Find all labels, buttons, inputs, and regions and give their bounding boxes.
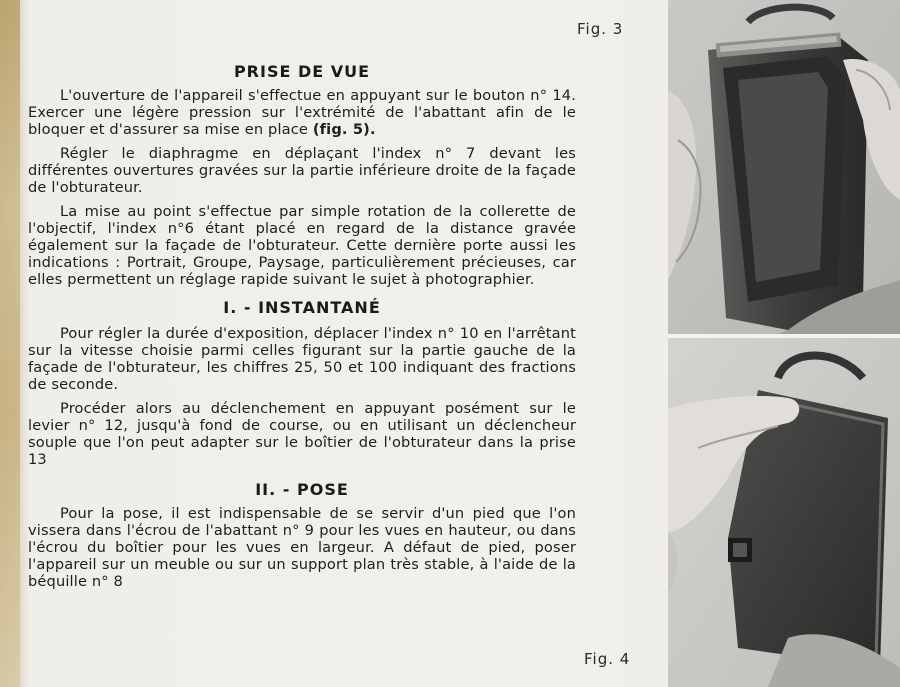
figure-3-label: Fig. 3 [577,20,624,38]
instructions-column [28,58,576,597]
paragraph-release: Procéder alors au déclenchement en appuyant posément sur le levier n° 12, jusqu'à fond de course, ou en utilisant un déclencheur souple que l'on peut adapter sur le boîtier de l'obturateur dans la prise 13 [28,400,576,468]
figure-3-photo [668,0,900,334]
paragraph-opening-text: L'ouverture de l'appareil s'effectue en appuyant sur le bouton n° 14. Exercer une légère pression sur l'extrémité de l'abattant afin de le bloquer et d'assurer sa mise en place [28,87,576,138]
camera-open-back-illustration [668,0,900,334]
heading-instantane: I. - INSTANTANÉ [223,298,381,317]
figure-4-photo [668,338,900,687]
paragraph-opening [28,87,576,138]
paragraph-tripod: Pour la pose, il est indispensable de se servir d'un pied que l'on vissera dans l'écrou de l'abattant n° 9 pour les vues en hauteur, ou dans l'écrou du boîtier pour les vues en largeur. A défaut de pied, poser l'appareil sur un meuble ou sur un support plan très stable, à l'aide de la béquille n° 8 [28,505,576,590]
fig5-reference: (fig. 5). [312,121,376,138]
camera-closed-illustration [668,338,900,687]
paragraph-exposure: Pour régler la durée d'exposition, déplacer l'index n° 10 en l'arrêtant sur la vitesse choisie parmi celles figurant sur la partie gauche de la façade de l'obturateur, les chiffres 25, 50 et 100 indiquant des fractions de seconde. [28,325,576,393]
figure-4-label: Fig. 4 [584,650,631,668]
paper-stain [0,0,20,687]
heading-prise-de-vue: PRISE DE VUE [233,62,371,81]
paragraph-diaphragm: Régler le diaphragme en déplaçant l'index n° 7 devant les différentes ouvertures gravées sur la partie inférieure droite de la façade de l'obturateur. [28,145,576,196]
heading-pose: II. - POSE [255,480,349,499]
paragraph-focus: La mise au point s'effectue par simple rotation de la collerette de l'objectif, l'index n°6 étant placé en regard de la distance gravée également sur la façade de l'obturateur. Cette dernière porte aussi les indications : Portrait, Groupe, Paysage, particulièrement précieuses, car elles permettent un réglage rapide suivant le sujet à photographier. [28,203,576,288]
